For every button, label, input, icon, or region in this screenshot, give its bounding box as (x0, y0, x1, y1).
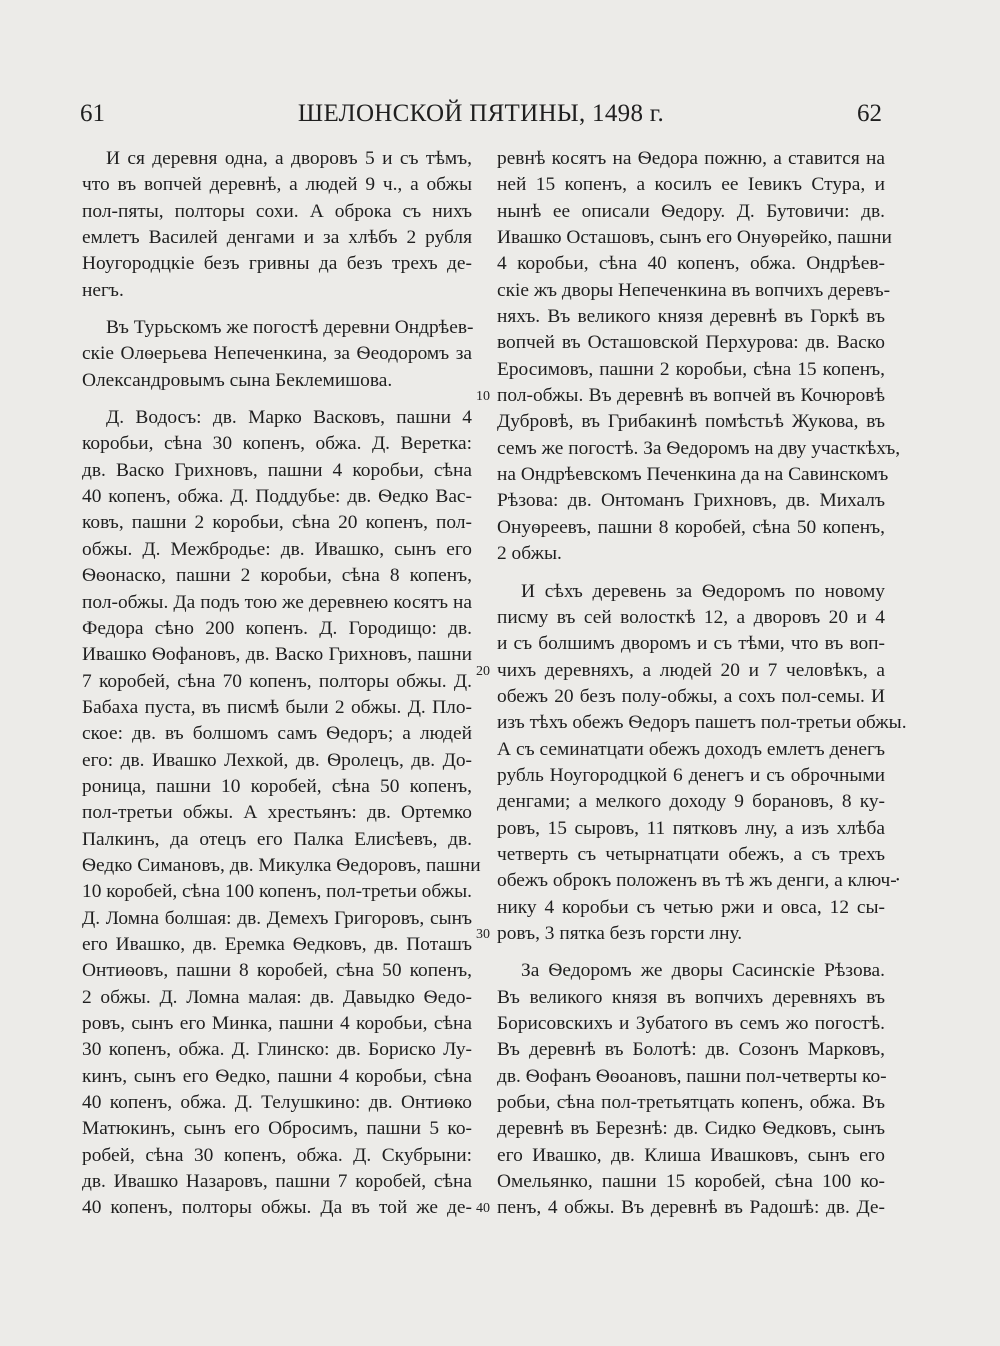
text-line: ровъ, 15 сыровъ, 11 пятковъ лну, а изъ хлѣба (497, 817, 885, 839)
text-line: Ивашко Осташовъ, сынъ его Онуѳрейко, пашни (497, 227, 892, 249)
text-line: Въ деревнѣ въ Болотѣ: дв. Созонъ Марковъ, (497, 1039, 885, 1061)
text-line: обжы. Д. Межбродье: дв. Ивашко, сынъ его (82, 538, 472, 560)
text-line: пол-обжы. Въ деревнѣ въ вопчей въ Кочюровѣ (497, 385, 885, 407)
text-line: обежъ оброкъ положенъ въ тѣ жъ денги, а ключ- (497, 870, 897, 892)
text-line: пол-обжы. Да подъ тою же деревнею косятъ на (82, 591, 472, 613)
text-line: дв. Ѳофанъ Ѳѳоановъ, пашни пол-четверты ко- (497, 1065, 887, 1087)
text-line: рубль Ноугородцкой 6 денегъ и съ оброчными (497, 764, 885, 786)
text-line: что въ вопчей деревнѣ, а людей 9 ч., а обжы (82, 174, 472, 196)
right-column (497, 146, 907, 1222)
text-line: Матюкинъ, сынъ его Обросимъ, пашни 5 ко- (82, 1118, 472, 1140)
text-line: 40 копенъ, обжа. Д. Поддубье: дв. Ѳедко Вас- (82, 486, 472, 508)
text-line: 30 копенъ, обжа. Д. Глинско: дв. Бориско Лу- (82, 1039, 472, 1061)
text-line: его Ивашко, дв. Клиша Ивашковъ, сынъ его (497, 1144, 885, 1166)
text-line: ревнѣ косятъ на Ѳедора пожню, а ставится на (497, 148, 885, 169)
text-line: коробьи, сѣна 30 копенъ, обжа. Д. Веретка: (82, 433, 472, 455)
text-line: Ивашко Ѳофановъ, дв. Васко Грихновъ, пашни (82, 644, 472, 666)
text-line: робьи, сѣна пол-третьятцать копенъ, обжа. Въ (497, 1092, 885, 1114)
page-number-left: 61 (80, 100, 105, 127)
text-line: деревнѣ въ Березнѣ: дв. Сидко Ѳедковъ, сынъ (497, 1118, 885, 1140)
text-line: 7 коробей, сѣна 70 копенъ, полторы обжы. Д. (82, 670, 472, 692)
paragraph-gap (82, 394, 472, 405)
text-line: Дубровѣ, въ Грибакинѣ помѣстьѣ Жукова, въ (497, 411, 885, 433)
text-line: пол-третьи обжы. А хрестьянъ: дв. Ортемко (82, 802, 472, 824)
text-line: дв. Васко Грихновъ, пашни 4 коробьи, сѣна (82, 459, 472, 481)
paragraph-gap (497, 568, 885, 579)
text-line: дв. Ивашко Назаровъ, пашни 7 коробей, сѣна (82, 1171, 472, 1193)
text-line: Борисовскихъ и Зубатого въ семъ жо погостѣ. (497, 1013, 885, 1034)
text-line: на Ондрѣевскомъ Печенкина да на Савинскомъ (497, 464, 889, 486)
text-line: Омельянко, пашни 15 коробей, сѣна 100 ко- (497, 1171, 885, 1193)
line-number: 40 (476, 1201, 490, 1217)
text-line: Ѳедко Симановъ, дв. Микулка Ѳедоровъ, пашни (82, 854, 481, 876)
text-line: 10 коробей, сѣна 100 копенъ, пол-третьи обжы. (82, 881, 473, 903)
text-line: ское: дв. въ болшомъ самъ Ѳедоръ; а людей (82, 723, 472, 745)
text-line: обежъ 20 безъ полу-обжы, а сохъ пол-семы. И (497, 685, 885, 707)
page-number-right: 62 (857, 100, 882, 127)
text-line: Д. Ломна болшая: дв. Демехъ Григоровъ, сынъ (82, 907, 472, 929)
text-line: Въ Турьскомъ же погостѣ деревни Ондрѣев- (106, 317, 474, 339)
text-line: емлетъ Василей денгами и за хлѣбъ 2 рубля (82, 227, 472, 249)
text-line: денгами; а мелкого доходу 9 борановъ, 8 ку- (497, 791, 885, 813)
text-line: писму въ сей волосткѣ 12, а дворовъ 20 и 4 (497, 606, 885, 628)
text-line: няхъ. Въ великого князя деревнѣ въ Горкѣ въ (497, 306, 885, 328)
line-number: 30 (476, 926, 490, 942)
text-line: ровъ, сынъ его Минка, пашни 4 коробьи, сѣна (82, 1013, 472, 1034)
text-line: пол-пяты, полторы сохи. А оброка съ нихъ (82, 200, 472, 222)
text-line: Бабаха пуста, въ писмѣ были 2 обжы. Д. Пло- (82, 696, 472, 718)
text-line: 4 коробьи, сѣна 40 копенъ, обжа. Ондрѣев- (497, 253, 885, 275)
text-line: За Ѳедоромъ же дворы Сасинскіе Рѣзова. (521, 960, 885, 982)
line-number: 20 (476, 663, 490, 679)
text-line: 2 обжы. Д. Ломна малая: дв. Давыдко Ѳедо- (82, 986, 472, 1008)
text-line: Еросимовъ, пашни 2 коробьи, сѣна 15 копенъ, (497, 358, 885, 380)
text-line: семъ же погостѣ. За Ѳедоромъ на дву участкѣхъ, (497, 437, 901, 459)
text-line: пенъ, 4 обжы. Въ деревнѣ въ Радошѣ: дв. Де- (497, 1197, 885, 1219)
text-line: ковъ, пашни 2 коробьи, сѣна 20 копенъ, пол- (82, 512, 472, 534)
page-header (80, 100, 882, 140)
text-line: вопчей въ Осташовской Перхурова: дв. Васко (497, 332, 885, 354)
text-line: Д. Водосъ: дв. Марко Васковъ, пашни 4 (106, 407, 472, 429)
text-line: и съ болшимъ дворомъ и съ тѣми, что въ воп- (497, 633, 885, 655)
text-line: Олександровымъ сына Беклемишова. (82, 369, 393, 391)
line-number: 10 (476, 389, 490, 405)
text-line: А съ семинатцати обежъ доходъ емлетъ денегъ (497, 738, 885, 760)
text-line: ровъ, 3 пятка безъ горсти лну. (497, 922, 743, 944)
text-line: Ноугородцкіе безъ гривны да безъ трехъ де- (82, 253, 472, 275)
text-line: нынѣ ее описали Ѳедору. Д. Бутовичи: дв. (497, 200, 885, 222)
text-line: скіе Олѳерьева Непеченкина, за Ѳеодоромъ за (82, 343, 472, 365)
text-line: И ся деревня одна, а дворовъ 5 и съ тѣмъ, (106, 148, 472, 169)
text-line: Палкинъ, да отецъ его Палка Елисѣевъ, дв. (82, 828, 472, 850)
text-line: Онуѳреевъ, пашни 8 коробей, сѣна 50 копенъ, (497, 516, 885, 538)
text-line: его: дв. Ивашко Лехкой, дв. Ѳролецъ, дв. До- (82, 749, 472, 771)
text-line: кинъ, сынъ его Ѳедко, пашни 4 коробьи, сѣна (82, 1065, 472, 1087)
text-line: четверть съ четырнатцати обежъ, а съ трехъ (497, 843, 885, 865)
text-line: его Ивашко, дв. Еремка Ѳедковъ, дв. Поташъ (82, 933, 472, 955)
text-line: Ѳѳонаско, пашни 2 коробьи, сѣна 8 копенъ, (82, 565, 472, 587)
text-line: негъ. (82, 279, 124, 301)
text-line: 40 копенъ, обжа. Д. Телушкино: дв. Онтиѳко (82, 1092, 472, 1114)
left-column (82, 146, 481, 1222)
paragraph-gap (82, 304, 472, 315)
paragraph-gap (497, 947, 885, 958)
text-line: изъ тѣхъ обежъ Ѳедоръ пашетъ пол-третьи обжы. (497, 712, 907, 734)
text-line: Онтиѳовъ, пашни 8 коробей, сѣна 50 копенъ, (82, 960, 472, 982)
text-line: Рѣзова: дв. Онтоманъ Грихновъ, дв. Михалъ (497, 490, 885, 512)
text-line: скіе жъ дворы Непеченкина въ вопчихъ деревъ- (497, 279, 891, 301)
text-line: Въ великого князя въ вопчихъ деревняхъ въ (497, 986, 885, 1008)
text-line: роница, пашни 10 коробей, сѣна 50 копенъ, (82, 775, 472, 797)
text-line: ней 15 копенъ, а косилъ ее Іевикъ Стура, и (497, 174, 885, 196)
text-line: И сѣхъ деревень за Ѳедоромъ по новому (521, 580, 885, 602)
text-line: нику 4 коробьи съ четью ржи и овса, 12 сы- (497, 896, 885, 918)
text-line: Федора сѣно 200 копенъ. Д. Городищо: дв. (82, 617, 472, 639)
text-line: робей, сѣна 30 копенъ, обжа. Д. Скубрыни: (82, 1144, 472, 1166)
running-title: ШЕЛОНСКОЙ ПЯТИНЫ, 1498 г. (297, 100, 665, 127)
text-line: 40 копенъ, полторы обжы. Да въ той же де- (82, 1197, 472, 1219)
text-line: 2 обжы. (497, 543, 562, 565)
text-line: чихъ деревняхъ, а людей 20 и 7 человѣкъ, а (497, 659, 885, 681)
stray-mark: • (896, 875, 900, 886)
